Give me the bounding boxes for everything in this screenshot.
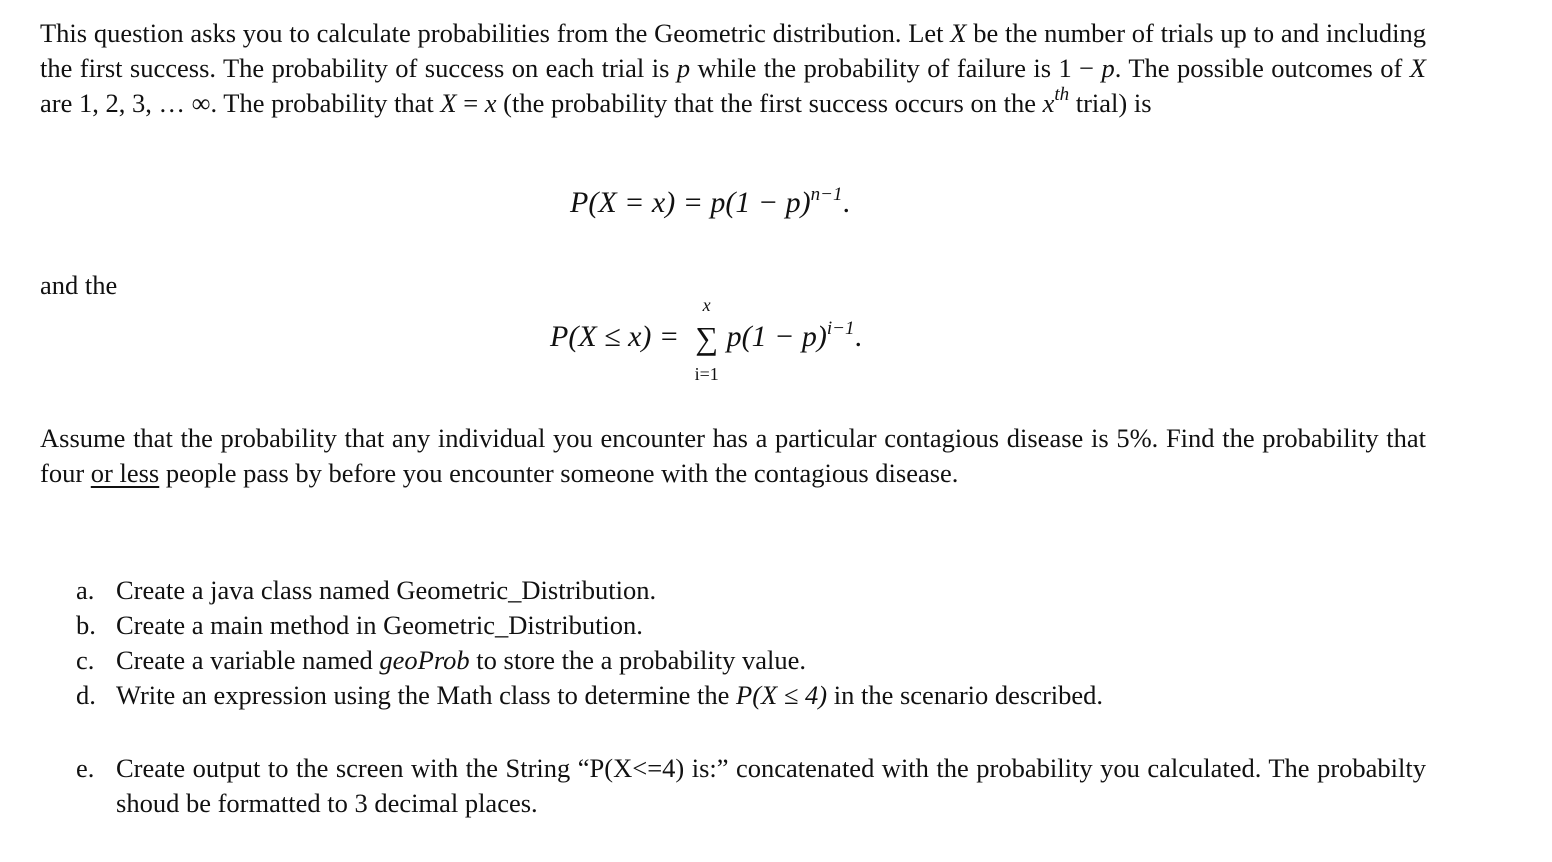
superscript-th: th <box>1054 84 1070 105</box>
equation-1-exponent: n−1 <box>810 184 843 205</box>
geometric-pmf-equation <box>570 186 850 220</box>
task-list <box>76 573 1426 713</box>
task-text: in the scenario described. <box>827 680 1104 710</box>
summation-upper-limit: x <box>702 294 711 315</box>
intro-text-4: . The possible outcomes of <box>1114 53 1410 83</box>
problem-text-2: people pass by before you encounter someone with the contagious disease. <box>159 458 959 488</box>
var-X: X <box>440 88 457 118</box>
intro-paragraph <box>40 16 1426 121</box>
problem-paragraph <box>40 421 1426 491</box>
var-x: x <box>484 88 497 118</box>
summation-sign: ∑ <box>695 319 719 356</box>
equation-1-body: P(X = x) = p(1 − p) <box>570 186 811 219</box>
intro-text-6: = <box>456 88 485 118</box>
equation-1-period: . <box>842 186 850 219</box>
underlined-or-less: or less <box>90 458 160 488</box>
geometric-cdf-equation <box>550 294 862 384</box>
task-text: Create a java class named Geometric_Distribution. <box>116 575 657 605</box>
task-marker: c. <box>76 645 95 675</box>
var-p: p <box>1101 53 1115 83</box>
intro-text-2: be the number of trials up to and including the first success. The probability of success on each trial is <box>40 18 1426 83</box>
var-x: x <box>1042 88 1055 118</box>
intro-text-7: (the probability that the first success occurs on the <box>496 88 1043 118</box>
task-text: to store the a probability value. <box>469 645 806 675</box>
equation-2-exponent: i−1 <box>826 318 855 339</box>
problem-text-1: Assume that the probability that any individual you encounter has a particular contagious disease is 5%. Find the probability that four <box>40 423 1426 488</box>
task-item-d <box>76 678 1426 713</box>
intro-text-8: trial) is <box>1069 88 1152 118</box>
intro-text-3: while the probability of failure is 1 − <box>690 53 1102 83</box>
task-marker: d. <box>76 680 96 710</box>
task-text: Write an expression using the Math class to determine the <box>116 680 737 710</box>
task-text: Create a main method in Geometric_Distribution. <box>116 610 643 640</box>
intro-text-5: are 1, 2, 3, … ∞. The probability that <box>40 88 441 118</box>
var-X: X <box>950 18 967 48</box>
var-p: p <box>676 53 691 83</box>
task-item-a <box>76 573 1426 608</box>
equation-2-lhs: P(X ≤ x) = <box>550 320 687 353</box>
task-marker: e. <box>76 753 95 783</box>
var-X: X <box>1409 53 1426 83</box>
equation-2-period: . <box>854 320 862 353</box>
task-marker: b. <box>76 610 96 640</box>
task-text: Create a variable named <box>116 645 380 675</box>
task-item-e <box>76 751 1426 821</box>
task-list-e <box>76 751 1426 821</box>
equation-2-rhs: p(1 − p) <box>726 320 827 353</box>
task-item-c <box>76 643 1426 678</box>
summation-lower-limit: i=1 <box>694 363 719 384</box>
task-text: Create output to the screen with the String “P(X<=4) is:” concatenated with the probability you calculated. The probabilty shoud be formatted to 3 decimal places. <box>116 753 1426 818</box>
intro-text-1: This question asks you to calculate probabilities from the Geometric distribution. Let <box>40 18 951 48</box>
variable-name-geoprob: geoProb <box>379 645 470 675</box>
task-item-b <box>76 608 1426 643</box>
summation <box>687 294 727 384</box>
task-marker: a. <box>76 575 95 605</box>
and-the-text: and the <box>40 270 118 300</box>
math-expression: P(X ≤ 4) <box>736 680 828 710</box>
